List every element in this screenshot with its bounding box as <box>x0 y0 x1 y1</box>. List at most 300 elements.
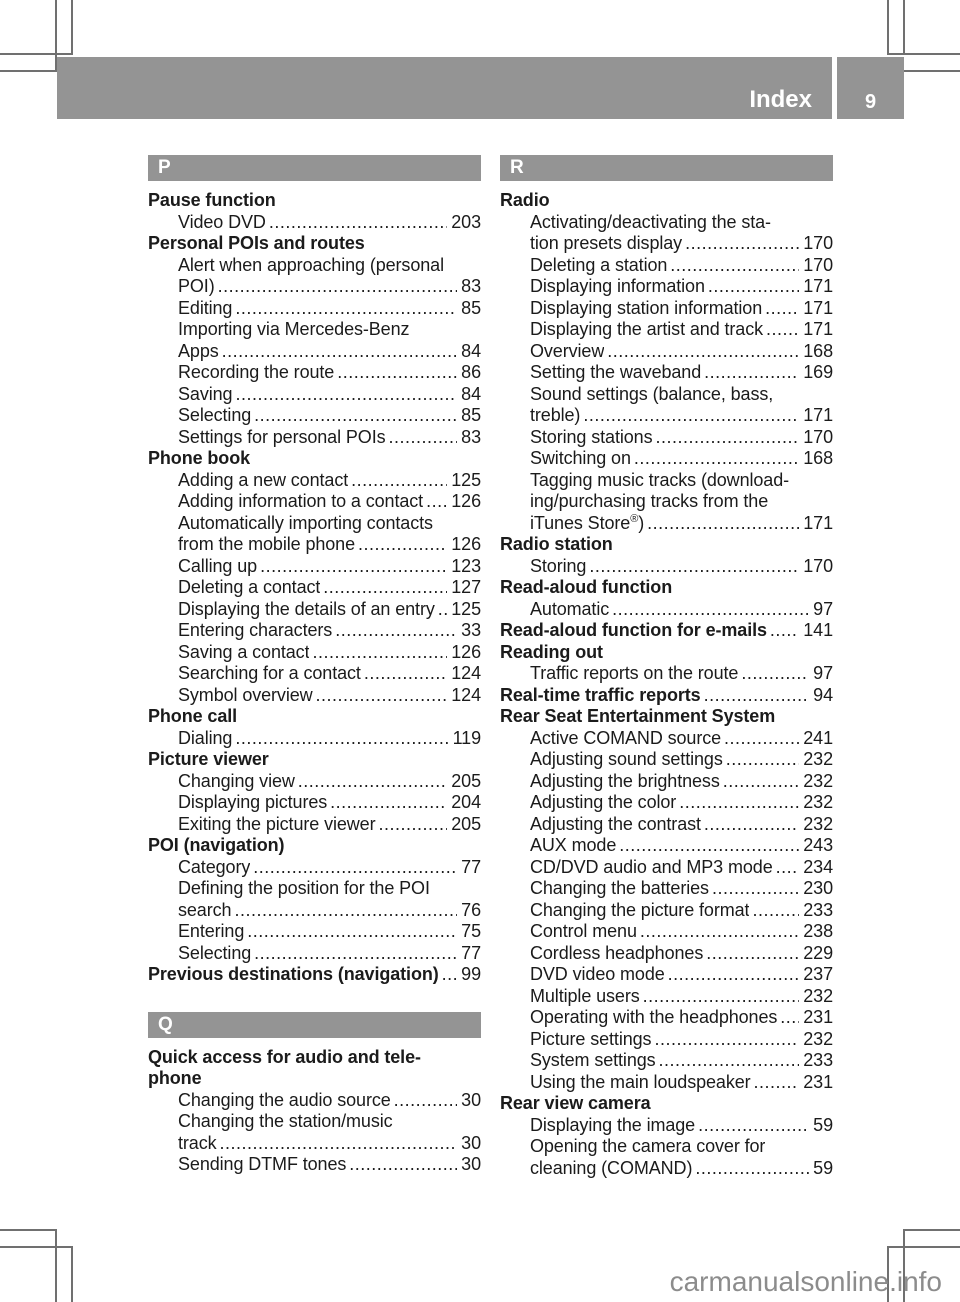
index-entry-row <box>500 792 833 814</box>
index-term-row <box>148 706 481 728</box>
index-term-row <box>500 577 833 599</box>
entry-label: Calling up <box>178 555 258 576</box>
leader-dots <box>770 620 799 642</box>
page-ref: 233 <box>803 1050 833 1070</box>
crop-mark <box>71 1246 73 1302</box>
index-entry-row <box>500 341 833 363</box>
leader-dots <box>247 921 457 943</box>
page-ref: 203 <box>451 211 481 232</box>
index-entry-row <box>500 405 833 427</box>
page-ref: 237 <box>803 964 833 984</box>
index-entry-row <box>148 212 481 234</box>
page-ref: 99 <box>461 964 481 984</box>
entry-label: Control menu <box>530 921 637 941</box>
entry-label: Deleting a contact <box>178 577 321 597</box>
index-entry-row <box>148 1154 481 1176</box>
entry-label: Using the main loudspeaker <box>530 1071 751 1092</box>
leader-dots <box>754 1072 800 1094</box>
index-term-row <box>500 190 833 212</box>
index-entry-row <box>500 255 833 277</box>
entry-label: Displaying station information <box>530 297 763 318</box>
index-entry-row <box>500 362 833 384</box>
crop-mark <box>0 1246 73 1248</box>
entry-label: POI) <box>178 276 215 296</box>
page-ref: 231 <box>803 1071 833 1092</box>
page-ref: 83 <box>461 276 481 296</box>
entry-label: Changing the station/music <box>178 1111 393 1131</box>
page-ref: 170 <box>803 233 833 253</box>
page-ref: 84 <box>461 383 481 404</box>
index-entry-row <box>500 1136 833 1158</box>
leader-dots <box>679 792 799 814</box>
entry-label: Phone call <box>148 706 238 726</box>
index-entry-row <box>500 491 833 513</box>
leader-dots <box>379 814 448 836</box>
index-column <box>500 155 833 1179</box>
index-term-row <box>500 1093 833 1115</box>
entry-label: Active COMAND source <box>530 727 722 748</box>
crop-mark <box>903 1229 960 1231</box>
leader-dots <box>612 599 809 621</box>
leader-dots <box>766 319 799 341</box>
page-ref: 33 <box>461 620 481 640</box>
index-entry-row <box>148 491 481 513</box>
leader-dots <box>583 405 799 427</box>
index-entry-row <box>148 943 481 965</box>
entry-label: Real-time traffic reports <box>500 684 701 705</box>
index-entry-row <box>500 663 833 685</box>
index-entry-row <box>500 1050 833 1072</box>
leader-dots <box>704 814 799 836</box>
page-header <box>57 57 904 119</box>
index-entry-row <box>148 298 481 320</box>
page-ref: 30 <box>461 1154 481 1174</box>
leader-dots <box>316 685 448 707</box>
index-entry-row <box>500 276 833 298</box>
index-entry-row <box>500 857 833 879</box>
entry-label: Storing <box>530 555 587 576</box>
leader-dots <box>253 857 457 879</box>
index-entry-row <box>500 470 833 492</box>
page-ref: 75 <box>461 921 481 941</box>
index-term-row <box>148 835 481 857</box>
leader-dots <box>269 212 447 234</box>
page-ref: 126 <box>451 534 481 554</box>
leader-dots <box>741 663 809 685</box>
leader-dots <box>607 341 799 363</box>
index-entry-row <box>148 642 481 664</box>
page-ref: 232 <box>803 985 833 1006</box>
page-ref: 171 <box>803 276 833 296</box>
leader-dots <box>670 255 799 277</box>
entry-label: Rear Seat Entertainment System <box>500 706 776 726</box>
leader-dots <box>364 663 447 685</box>
page-ref: 234 <box>803 856 833 877</box>
entry-label: Radio station <box>500 534 613 554</box>
entry-label: Operating with the headphones <box>530 1007 778 1027</box>
index-entry-row <box>148 513 481 535</box>
page-ref: 171 <box>803 297 833 318</box>
page-ref: 97 <box>813 598 833 619</box>
page-ref: 124 <box>451 684 481 705</box>
leader-dots <box>726 749 800 771</box>
entry-label: Importing via Mercedes-Benz <box>178 319 410 339</box>
index-entry-row <box>500 986 833 1008</box>
crop-mark <box>55 1229 57 1302</box>
leader-dots <box>312 642 447 664</box>
index-entry-row <box>500 900 833 922</box>
entry-label: Recording the route <box>178 362 335 382</box>
index-term-row <box>148 1068 481 1090</box>
leader-dots <box>235 384 457 406</box>
entry-label: search <box>178 899 232 920</box>
entry-label: Displaying information <box>530 276 705 296</box>
index-entry-row <box>500 1007 833 1029</box>
index-entry-row <box>148 900 481 922</box>
leader-dots <box>634 448 799 470</box>
entry-label: Traffic reports on the route <box>530 663 739 683</box>
entry-label: Apps <box>178 340 219 361</box>
crop-mark <box>887 1246 960 1248</box>
index-section-q <box>148 1012 481 1176</box>
crop-mark <box>71 0 73 53</box>
section-letter-bar: Q <box>148 1012 481 1038</box>
page-ref: 119 <box>452 727 481 748</box>
page-ref: 126 <box>451 491 481 511</box>
entry-label: from the mobile phone <box>178 534 356 554</box>
entry-label: Category <box>178 856 251 877</box>
leader-dots <box>442 964 458 986</box>
page-ref: 232 <box>803 749 833 769</box>
index-entry-row <box>500 384 833 406</box>
page-ref: 77 <box>461 942 481 963</box>
index-entry-row <box>148 921 481 943</box>
crop-mark <box>887 53 960 55</box>
entry-label: CD/DVD audio and MP3 mode <box>530 856 773 877</box>
leader-dots <box>780 1007 799 1029</box>
entry-label: Read-aloud function <box>500 577 673 597</box>
index-entry-row <box>148 685 481 707</box>
index-entry-row <box>500 1115 833 1137</box>
entry-label: treble) <box>530 405 581 425</box>
index-term-row <box>148 1047 481 1069</box>
page-ref: 169 <box>803 362 833 382</box>
index-entry-row <box>148 255 481 277</box>
entry-label: Displaying the details of an entry <box>178 598 435 619</box>
index-entry-row <box>500 1072 833 1094</box>
index-term-row <box>148 233 481 255</box>
entry-label: Rear view camera <box>500 1093 651 1113</box>
leader-dots <box>254 943 457 965</box>
entry-label: Personal POIs and routes <box>148 233 365 253</box>
leader-dots <box>659 1050 800 1072</box>
index-entry-row <box>148 427 481 449</box>
entry-label: Adding information to a contact <box>178 491 424 511</box>
index-entry-row <box>148 362 481 384</box>
header-title-bar <box>57 57 832 119</box>
leader-dots <box>752 900 799 922</box>
crop-mark <box>903 70 960 72</box>
page-ref: 123 <box>451 555 481 576</box>
page-ref: 230 <box>803 878 833 898</box>
page-ref: 141 <box>803 620 833 640</box>
page-ref: 171 <box>803 319 833 339</box>
index-term-row <box>500 642 833 664</box>
index-entry-row <box>500 749 833 771</box>
index-entry-row <box>500 878 833 900</box>
leader-dots <box>776 857 800 879</box>
entry-label: Displaying the artist and track <box>530 319 764 339</box>
index-entry-row <box>148 663 481 685</box>
entry-label: Editing <box>178 297 233 318</box>
leader-dots <box>260 556 447 578</box>
entry-label: Selecting <box>178 942 252 963</box>
leader-dots <box>695 1158 809 1180</box>
entry-label: Setting the waveband <box>530 362 702 382</box>
entry-label: Searching for a contact <box>178 663 361 683</box>
entry-label: Automatic <box>530 598 610 619</box>
entry-label: Saving a contact <box>178 641 310 662</box>
entry-label: cleaning (COMAND) <box>530 1157 693 1178</box>
entry-label: Changing the audio source <box>178 1089 391 1110</box>
entry-label: iTunes Store®) <box>530 512 645 533</box>
page-ref: 170 <box>803 254 833 275</box>
entry-label: Deleting a station <box>530 254 668 275</box>
leader-dots <box>724 728 799 750</box>
leader-dots <box>389 427 458 449</box>
entry-label: DVD video mode <box>530 964 665 984</box>
entry-label: track <box>178 1132 217 1153</box>
index-entry-row <box>500 771 833 793</box>
page-ref: 170 <box>803 555 833 576</box>
index-entry-row <box>148 857 481 879</box>
index-entry-row <box>148 1090 481 1112</box>
crop-mark <box>887 0 889 53</box>
leader-dots <box>358 534 447 556</box>
page-ref: 232 <box>803 770 833 791</box>
index-entry-row <box>500 921 833 943</box>
index-entry-row <box>500 943 833 965</box>
entry-label: tion presets display <box>530 233 683 253</box>
index-entry-row <box>148 728 481 750</box>
entry-label: Entering characters <box>178 620 333 640</box>
leader-dots <box>619 835 799 857</box>
entry-label: Reading out <box>500 641 603 662</box>
page-ref: 243 <box>803 835 833 855</box>
leader-dots <box>708 276 799 298</box>
page-ref: 168 <box>803 448 833 468</box>
entry-label: AUX mode <box>530 835 617 855</box>
leader-dots <box>668 964 800 986</box>
index-entry-row <box>500 319 833 341</box>
page-ref: 238 <box>803 921 833 941</box>
leader-dots <box>218 276 458 298</box>
page-ref: 125 <box>451 598 481 619</box>
index-entry-row <box>148 1111 481 1133</box>
crop-mark <box>0 53 73 55</box>
leader-dots <box>589 556 799 578</box>
index-term-row <box>500 534 833 556</box>
index-entry-row <box>148 319 481 341</box>
entry-label: Changing the batteries <box>530 878 709 898</box>
index-entry-row <box>500 835 833 857</box>
index-entry-row <box>148 534 481 556</box>
page-number-box <box>837 57 904 119</box>
entry-label: Changing the picture format <box>530 899 750 920</box>
entry-label: Multiple users <box>530 985 640 1006</box>
entry-label: Read-aloud function for e-mails <box>500 620 767 640</box>
index-entry-row <box>500 513 833 535</box>
page-ref: 204 <box>451 792 481 812</box>
entry-label: Pause function <box>148 190 276 210</box>
index-entry-row <box>148 620 481 642</box>
entry-label: Selecting <box>178 405 252 425</box>
leader-dots <box>349 1154 457 1176</box>
section-letter-bar: P <box>148 155 481 181</box>
index-entry-row <box>148 470 481 492</box>
page-ref: 85 <box>461 297 481 318</box>
leader-dots <box>706 943 799 965</box>
page-ref: 229 <box>803 942 833 963</box>
leader-dots <box>685 233 799 255</box>
index-entry-row <box>500 814 833 836</box>
entry-label: phone <box>148 1068 202 1088</box>
crop-mark <box>0 70 57 72</box>
entry-label: Switching on <box>530 448 631 468</box>
leader-dots <box>654 1029 799 1051</box>
page-ref: 84 <box>461 340 481 361</box>
leader-dots <box>438 599 448 621</box>
entry-label: System settings <box>530 1050 656 1070</box>
leader-dots <box>222 341 458 363</box>
page-ref: 126 <box>451 641 481 662</box>
index-entry-row <box>148 1133 481 1155</box>
index-entry-row <box>148 771 481 793</box>
leader-dots <box>394 1090 458 1112</box>
entry-label: Storing stations <box>530 426 653 447</box>
leader-dots <box>723 771 800 793</box>
entry-label: POI (navigation) <box>148 835 285 855</box>
leader-dots <box>235 298 457 320</box>
index-entry-row <box>148 577 481 599</box>
entry-label: Tagging music tracks (download- <box>530 469 790 490</box>
index-entry-row <box>500 599 833 621</box>
page-ref: 232 <box>803 792 833 812</box>
registered-trademark-symbol: ® <box>630 512 639 525</box>
index-entry-row <box>500 964 833 986</box>
page-ref: 171 <box>803 405 833 425</box>
page-ref: 76 <box>461 899 481 920</box>
entry-label: Opening the camera cover for <box>530 1136 766 1156</box>
leader-dots <box>704 685 810 707</box>
entry-label: Adjusting the color <box>530 792 677 812</box>
index-term-row <box>500 620 833 642</box>
leader-dots <box>704 362 799 384</box>
watermark: carmanualsonline.info <box>669 1266 942 1297</box>
page-ref: 30 <box>461 1132 481 1153</box>
entry-label: Settings for personal POIs <box>178 426 386 447</box>
index-entry-row <box>500 427 833 449</box>
entry-label: Entering <box>178 921 245 941</box>
entry-label: Adjusting the brightness <box>530 770 720 791</box>
page-ref: 97 <box>813 663 833 683</box>
leader-dots <box>647 513 799 535</box>
entry-label: Dialing <box>178 727 233 748</box>
entry-label: Phone book <box>148 448 250 468</box>
entry-label: Radio <box>500 190 550 210</box>
index-entry-row <box>148 814 481 836</box>
page-ref: 85 <box>461 405 481 425</box>
leader-dots <box>698 1115 809 1137</box>
page-ref: 30 <box>461 1089 481 1110</box>
entry-label: Sound settings (balance, bass, <box>530 383 774 404</box>
entry-label: Changing view <box>178 770 295 791</box>
page-title: Index <box>749 86 812 113</box>
leader-dots <box>640 921 799 943</box>
page-ref: 168 <box>803 340 833 361</box>
index-entry-row <box>148 878 481 900</box>
page-ref: 170 <box>803 426 833 447</box>
index-entry-row <box>500 212 833 234</box>
crop-mark <box>0 1229 57 1231</box>
index-section-r <box>500 155 833 1179</box>
entry-label: Saving <box>178 383 233 404</box>
index-entry-row <box>500 556 833 578</box>
index-entry-row <box>500 1158 833 1180</box>
entry-label: Adjusting sound settings <box>530 749 723 769</box>
entry-label: Overview <box>530 340 605 361</box>
index-term-row <box>148 749 481 771</box>
leader-dots <box>655 427 799 449</box>
leader-dots <box>220 1133 458 1155</box>
page-ref: 125 <box>451 469 481 490</box>
index-entry-row <box>500 233 833 255</box>
leader-dots <box>712 878 799 900</box>
index-entry-row <box>500 298 833 320</box>
entry-label: Adding a new contact <box>178 469 349 490</box>
entry-label: Displaying the image <box>530 1114 696 1135</box>
entry-label: Quick access for audio and tele- <box>148 1046 421 1067</box>
index-entry-row <box>500 448 833 470</box>
crop-mark <box>903 0 905 53</box>
leader-dots <box>234 900 457 922</box>
index-entry-row <box>500 1029 833 1051</box>
index-entry-row <box>148 384 481 406</box>
index-term-row <box>148 448 481 470</box>
entry-label: Adjusting the contrast <box>530 813 701 834</box>
page-ref: 86 <box>461 362 481 382</box>
page-ref: 241 <box>803 727 833 748</box>
entry-label: Picture settings <box>530 1028 652 1049</box>
leader-dots <box>330 792 447 814</box>
entry-label: Defining the position for the POI <box>178 878 430 898</box>
page-ref: 231 <box>803 1007 833 1027</box>
entry-label: Picture viewer <box>148 749 269 769</box>
leader-dots <box>254 405 457 427</box>
index-entry-row <box>148 276 481 298</box>
section-letter-bar: R <box>500 155 833 181</box>
leader-dots <box>235 728 448 750</box>
leader-dots <box>323 577 447 599</box>
page-ref: 171 <box>803 512 833 533</box>
leader-dots <box>351 470 447 492</box>
index-entry-row <box>148 556 481 578</box>
leader-dots <box>337 362 457 384</box>
entry-label: Sending DTMF tones <box>178 1154 347 1174</box>
leader-dots <box>426 491 447 513</box>
leader-dots <box>335 620 457 642</box>
entry-label: Exiting the picture viewer <box>178 813 376 834</box>
